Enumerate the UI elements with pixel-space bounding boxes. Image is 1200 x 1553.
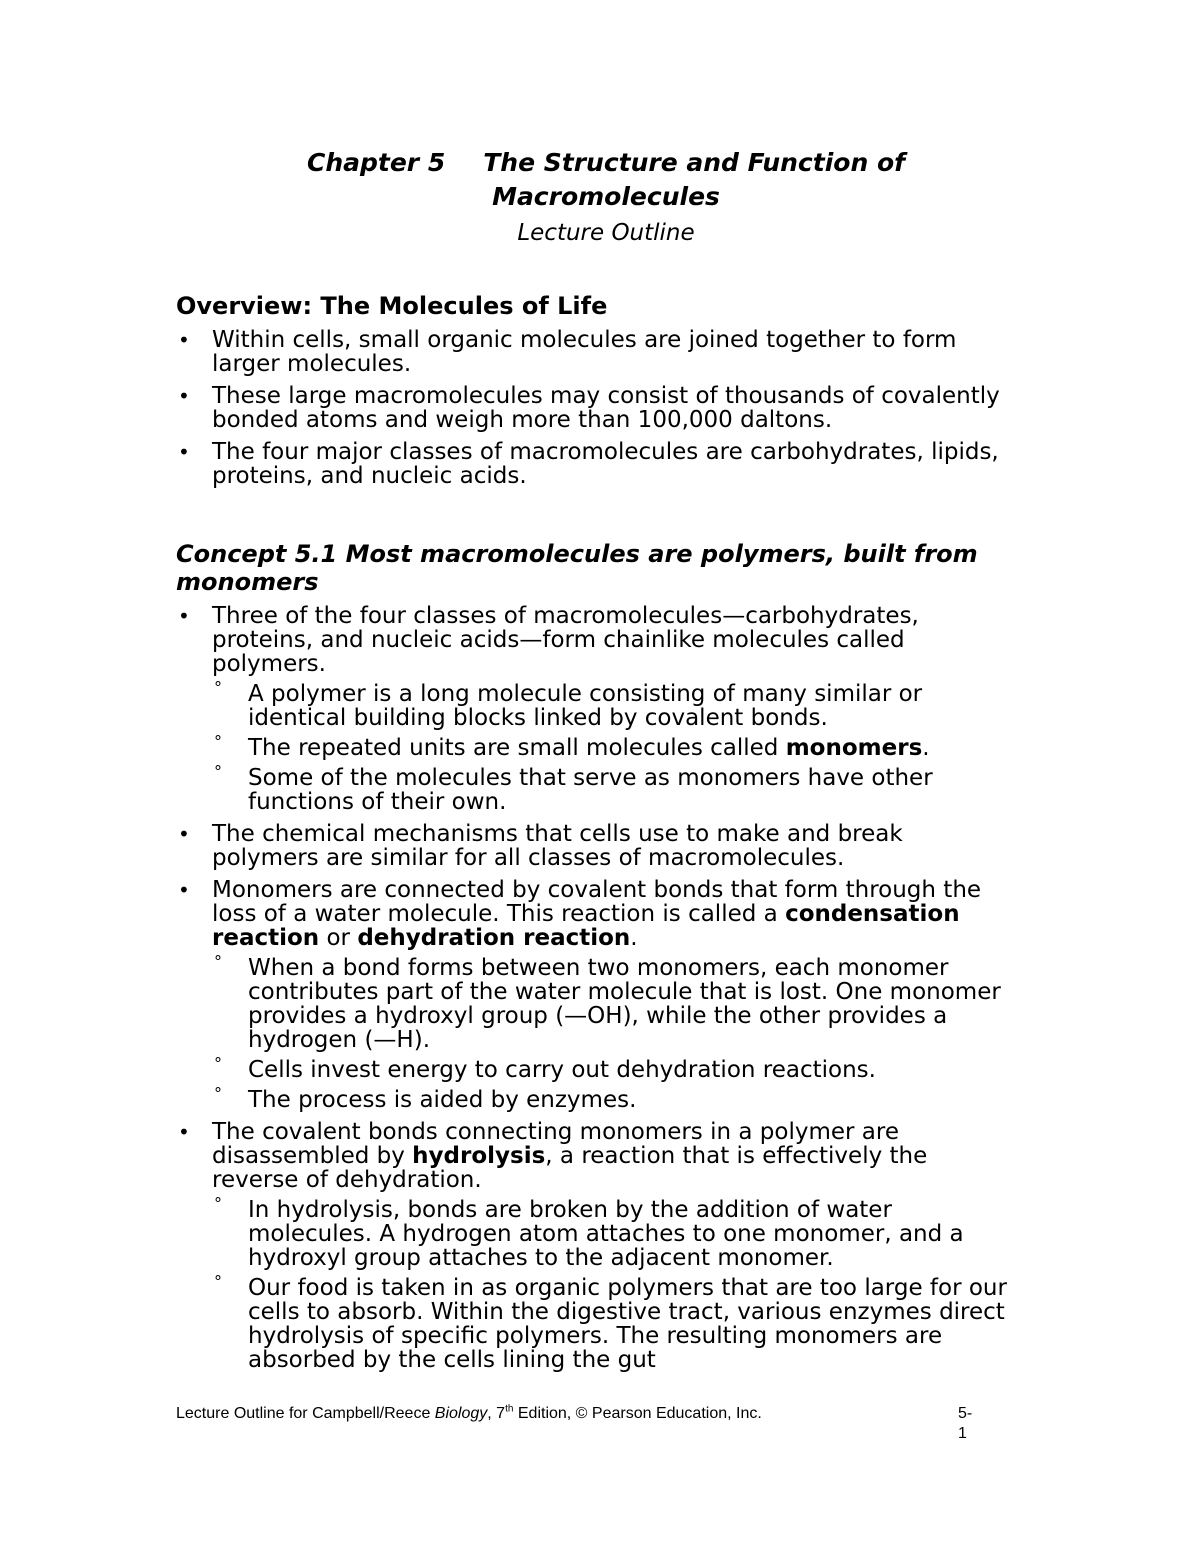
bullet-icon: •	[178, 440, 190, 464]
sub-list-item-text: The process is aided by enzymes.	[248, 1087, 637, 1113]
chapter-number: Chapter 5	[306, 148, 446, 177]
footer-text: , 7	[487, 1405, 506, 1422]
list-item-text: Monomers are connected by covalent bonds that form through the loss of a water molecule. This reaction is called a	[212, 877, 982, 927]
footer-book-title: Biology	[434, 1405, 488, 1422]
sub-list	[212, 678, 1016, 815]
sub-bullet-icon: °	[214, 762, 222, 781]
sub-list-item-text: .	[922, 735, 930, 761]
sub-list-item-text: Our food is taken in as organic polymers that are too large for our cells to absorb. Within the digestive tract, various enzymes direct hydrolysis of specific polymers. The resulting monomers are absorbed by the cells lining the gut	[248, 1275, 1007, 1373]
sub-list-item	[176, 1084, 1016, 1113]
sub-bullet-icon: °	[214, 678, 222, 697]
page-number: 5-1	[958, 1405, 973, 1442]
sub-list-item-text: Cells invest energy to carry out dehydration reactions.	[248, 1057, 876, 1083]
bullet-icon: •	[178, 384, 190, 408]
list-item	[176, 328, 1016, 376]
term-hydrolysis: hydrolysis	[412, 1143, 546, 1169]
list-item-text: Three of the four classes of macromolecules—carbohydrates, proteins, and nucleic acids—form chainlike molecules called polymers.	[212, 603, 919, 677]
list-item-text: The covalent bonds connecting monomers in a polymer are disassembled by	[212, 1119, 899, 1169]
list-item	[176, 384, 1016, 432]
concept-list	[176, 604, 1016, 1372]
list-item-text: , a reaction that is effectively the reverse of dehydration.	[212, 1143, 928, 1193]
concept-heading: Concept 5.1 Most macromolecules are polymers, built from monomers	[176, 540, 978, 596]
chapter-title: The Structure and Function of Macromolecules	[483, 148, 905, 211]
bullet-icon: •	[178, 328, 190, 352]
bullet-icon: •	[178, 1120, 190, 1144]
footer-text: Edition, © Pearson Education, Inc.	[513, 1405, 762, 1422]
sub-bullet-icon: °	[214, 1272, 222, 1291]
sub-list-item	[176, 952, 1016, 1053]
list-item-text: or	[319, 925, 358, 951]
sub-list-item	[176, 732, 1016, 761]
term-dehydration-reaction: dehydration reaction	[357, 925, 631, 951]
list-item-text: The chemical mechanisms that cells use to make and break polymers are similar for all classes of macromolecules.	[212, 821, 903, 871]
sub-bullet-icon: °	[214, 732, 222, 751]
sub-list-item	[176, 678, 1016, 731]
list-item	[176, 604, 1016, 814]
page-content	[176, 146, 1016, 1372]
list-item	[176, 440, 1016, 488]
sub-bullet-icon: °	[214, 1084, 222, 1103]
sub-bullet-icon: °	[214, 1054, 222, 1073]
term-monomers: monomers	[785, 735, 923, 761]
page-subtitle: Lecture Outline	[517, 220, 695, 246]
bullet-icon: •	[178, 878, 190, 902]
sub-list-item-text: When a bond forms between two monomers, each monomer contributes part of the water molecule that is lost. One monomer provides a hydroxyl group (—OH), while the other provides a hydrogen (—H).	[248, 955, 1001, 1053]
footer-text: Lecture Outline for Campbell/Reece	[176, 1405, 435, 1422]
sub-list	[212, 1194, 1016, 1373]
list-item	[176, 1120, 1016, 1372]
list-item-text: The four major classes of macromolecules are carbohydrates, lipids, proteins, and nucleic acids.	[212, 439, 999, 489]
sub-list	[212, 952, 1016, 1113]
list-item-text: These large macromolecules may consist of thousands of covalently bonded atoms and weigh more than 100,000 daltons.	[212, 383, 1000, 433]
sub-bullet-icon: °	[214, 952, 222, 971]
list-item	[176, 822, 1016, 870]
sub-list-item	[176, 1194, 1016, 1271]
page-title	[176, 146, 1016, 214]
sub-list-item-text: In hydrolysis, bonds are broken by the addition of water molecules. A hydrogen atom attaches to one monomer, and a hydroxyl group attaches to the adjacent monomer.	[248, 1197, 964, 1271]
sub-list-item	[176, 762, 1016, 815]
list-item	[176, 878, 1016, 1112]
list-item-text: .	[630, 925, 638, 951]
sub-list-item	[176, 1054, 1016, 1083]
page-footer	[176, 1403, 976, 1442]
sub-bullet-icon: °	[214, 1194, 222, 1213]
sub-list-item	[176, 1272, 1016, 1373]
overview-heading: Overview: The Molecules of Life	[176, 292, 608, 320]
sub-list-item-text: A polymer is a long molecule consisting of many similar or identical building blocks linked by covalent bonds.	[248, 681, 923, 731]
footer-superscript: th	[505, 1403, 514, 1415]
list-item-text: Within cells, small organic molecules are joined together to form larger molecules.	[212, 327, 957, 377]
overview-list	[176, 328, 1016, 488]
bullet-icon: •	[178, 822, 190, 846]
sub-list-item-text: Some of the molecules that serve as monomers have other functions of their own.	[248, 765, 933, 815]
bullet-icon: •	[178, 604, 190, 628]
term-condensation-reaction: condensation reaction	[212, 901, 960, 951]
sub-list-item-text: The repeated units are small molecules called	[248, 735, 786, 761]
